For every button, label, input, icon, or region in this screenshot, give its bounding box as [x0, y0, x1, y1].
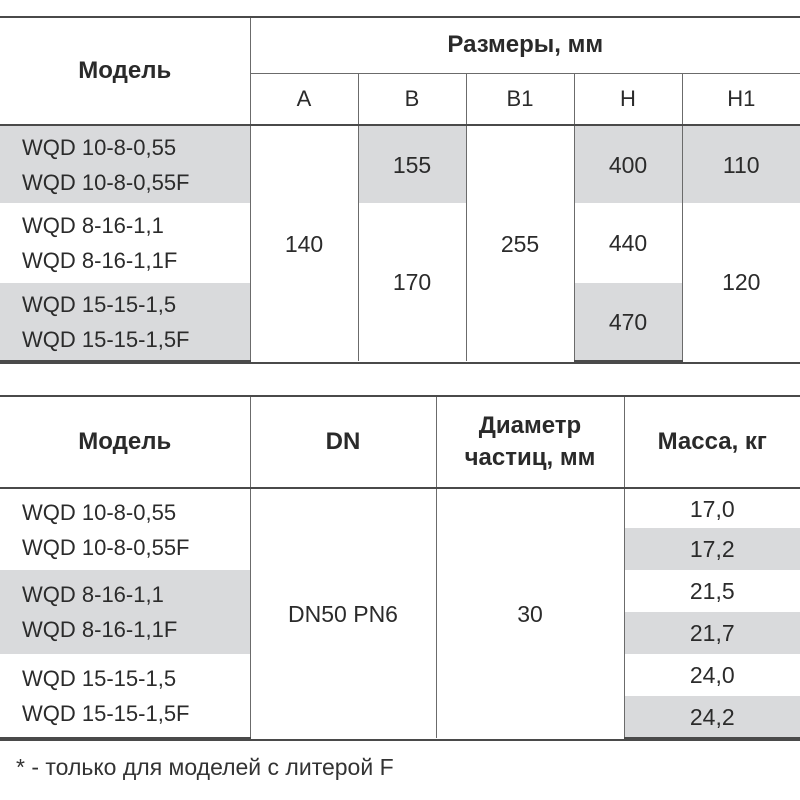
value-a: 140 [250, 125, 358, 361]
specs-table [0, 395, 800, 741]
value-h1: 110 [682, 125, 800, 203]
model-name: WQD 8-16-1,1F [22, 617, 178, 642]
table-row-model [0, 283, 250, 361]
value-b: 155 [358, 125, 466, 203]
dn-header: DN [250, 396, 436, 488]
value-mass: 17,0 [624, 488, 800, 528]
value-h1: 120 [682, 203, 800, 361]
model-name: WQD 8-16-1,1F [22, 248, 178, 273]
value-h: 400 [574, 125, 682, 203]
value-diameter: 30 [436, 488, 624, 738]
model-name: WQD 10-8-0,55 [22, 499, 177, 525]
model-name: WQD 15-15-1,5F [22, 700, 190, 726]
model-name: WQD 15-15-1,5 [22, 665, 177, 691]
table-row-model [0, 570, 250, 654]
diameter-header [436, 396, 624, 488]
footnote: * - только для моделей с литерой F [16, 754, 394, 780]
table-row-model [0, 125, 250, 203]
diameter-header-line: частиц, мм [464, 444, 596, 471]
column-header-b: B [358, 73, 466, 125]
model-header: Модель [0, 396, 250, 488]
value-mass: 21,5 [624, 570, 800, 612]
model-header: Модель [0, 17, 250, 125]
model-name: WQD 10-8-0,55F [22, 169, 190, 195]
column-header-h1: H1 [682, 73, 800, 125]
model-name: WQD 10-8-0,55 [22, 134, 177, 160]
value-mass: 24,0 [624, 654, 800, 696]
dimensions-table [0, 16, 800, 364]
table-row-model [0, 654, 250, 738]
column-header-b1: B1 [466, 73, 574, 125]
column-header-a: A [250, 73, 358, 125]
value-mass: 24,2 [624, 696, 800, 738]
model-name: WQD 8-16-1,1 [22, 213, 164, 238]
value-b1: 255 [466, 125, 574, 361]
mass-header: Масса, кг [624, 396, 800, 488]
diameter-header-line: Диаметр [478, 412, 582, 439]
model-name: WQD 15-15-1,5 [22, 291, 177, 317]
value-dn: DN50 PN6 [250, 488, 436, 738]
model-name: WQD 8-16-1,1 [22, 582, 164, 607]
table-row-model [0, 488, 250, 570]
model-name: WQD 15-15-1,5F [22, 326, 190, 352]
column-header-h: H [574, 73, 682, 125]
value-h: 470 [574, 283, 682, 361]
value-mass: 21,7 [624, 612, 800, 654]
dimensions-header: Размеры, мм [250, 17, 800, 73]
table-row-model [0, 203, 250, 283]
value-mass: 17,2 [624, 528, 800, 570]
value-b: 170 [358, 203, 466, 361]
value-h: 440 [574, 203, 682, 283]
model-name: WQD 10-8-0,55F [22, 534, 190, 560]
